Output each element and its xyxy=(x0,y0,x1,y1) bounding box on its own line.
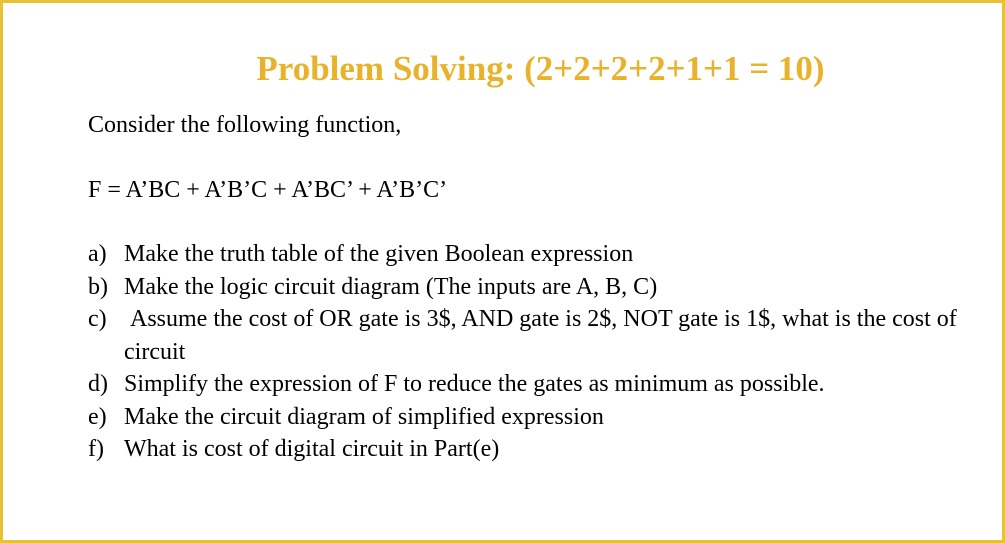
task-marker: d) xyxy=(88,371,108,397)
task-text: Make the circuit diagram of simplified expression xyxy=(124,403,604,430)
task-item-a xyxy=(88,238,968,271)
task-text: Assume the cost of OR gate is 3$, AND gate is 2$, NOT gate is 1$, what is the cost of circuit xyxy=(124,306,963,365)
task-text: Make the truth table of the given Boolean expression xyxy=(124,241,634,267)
task-marker: a) xyxy=(88,241,107,267)
boolean-function: F = A’BC + A’B’C + A’BC’ + A’B’C’ xyxy=(88,177,448,203)
task-item-f xyxy=(88,433,968,466)
task-text: Simplify the expression of F to reduce the gates as minimum as possible. xyxy=(124,371,825,397)
task-item-e xyxy=(88,401,968,434)
task-text: What is cost of digital circuit in Part(e) xyxy=(124,436,500,462)
task-item-c xyxy=(88,303,968,368)
task-list xyxy=(88,238,968,466)
task-text: Make the logic circuit diagram (The inputs are A, B, C) xyxy=(124,273,658,300)
intro-text: Consider the following function, xyxy=(88,112,402,138)
slide-title: Problem Solving: (2+2+2+2+1+1 = 10) xyxy=(256,49,825,88)
task-item-b xyxy=(88,271,968,304)
task-marker: e) xyxy=(88,403,107,430)
task-item-d xyxy=(88,368,968,401)
task-marker: c) xyxy=(88,306,107,332)
task-marker: f) xyxy=(88,436,104,462)
task-marker: b) xyxy=(88,273,108,300)
